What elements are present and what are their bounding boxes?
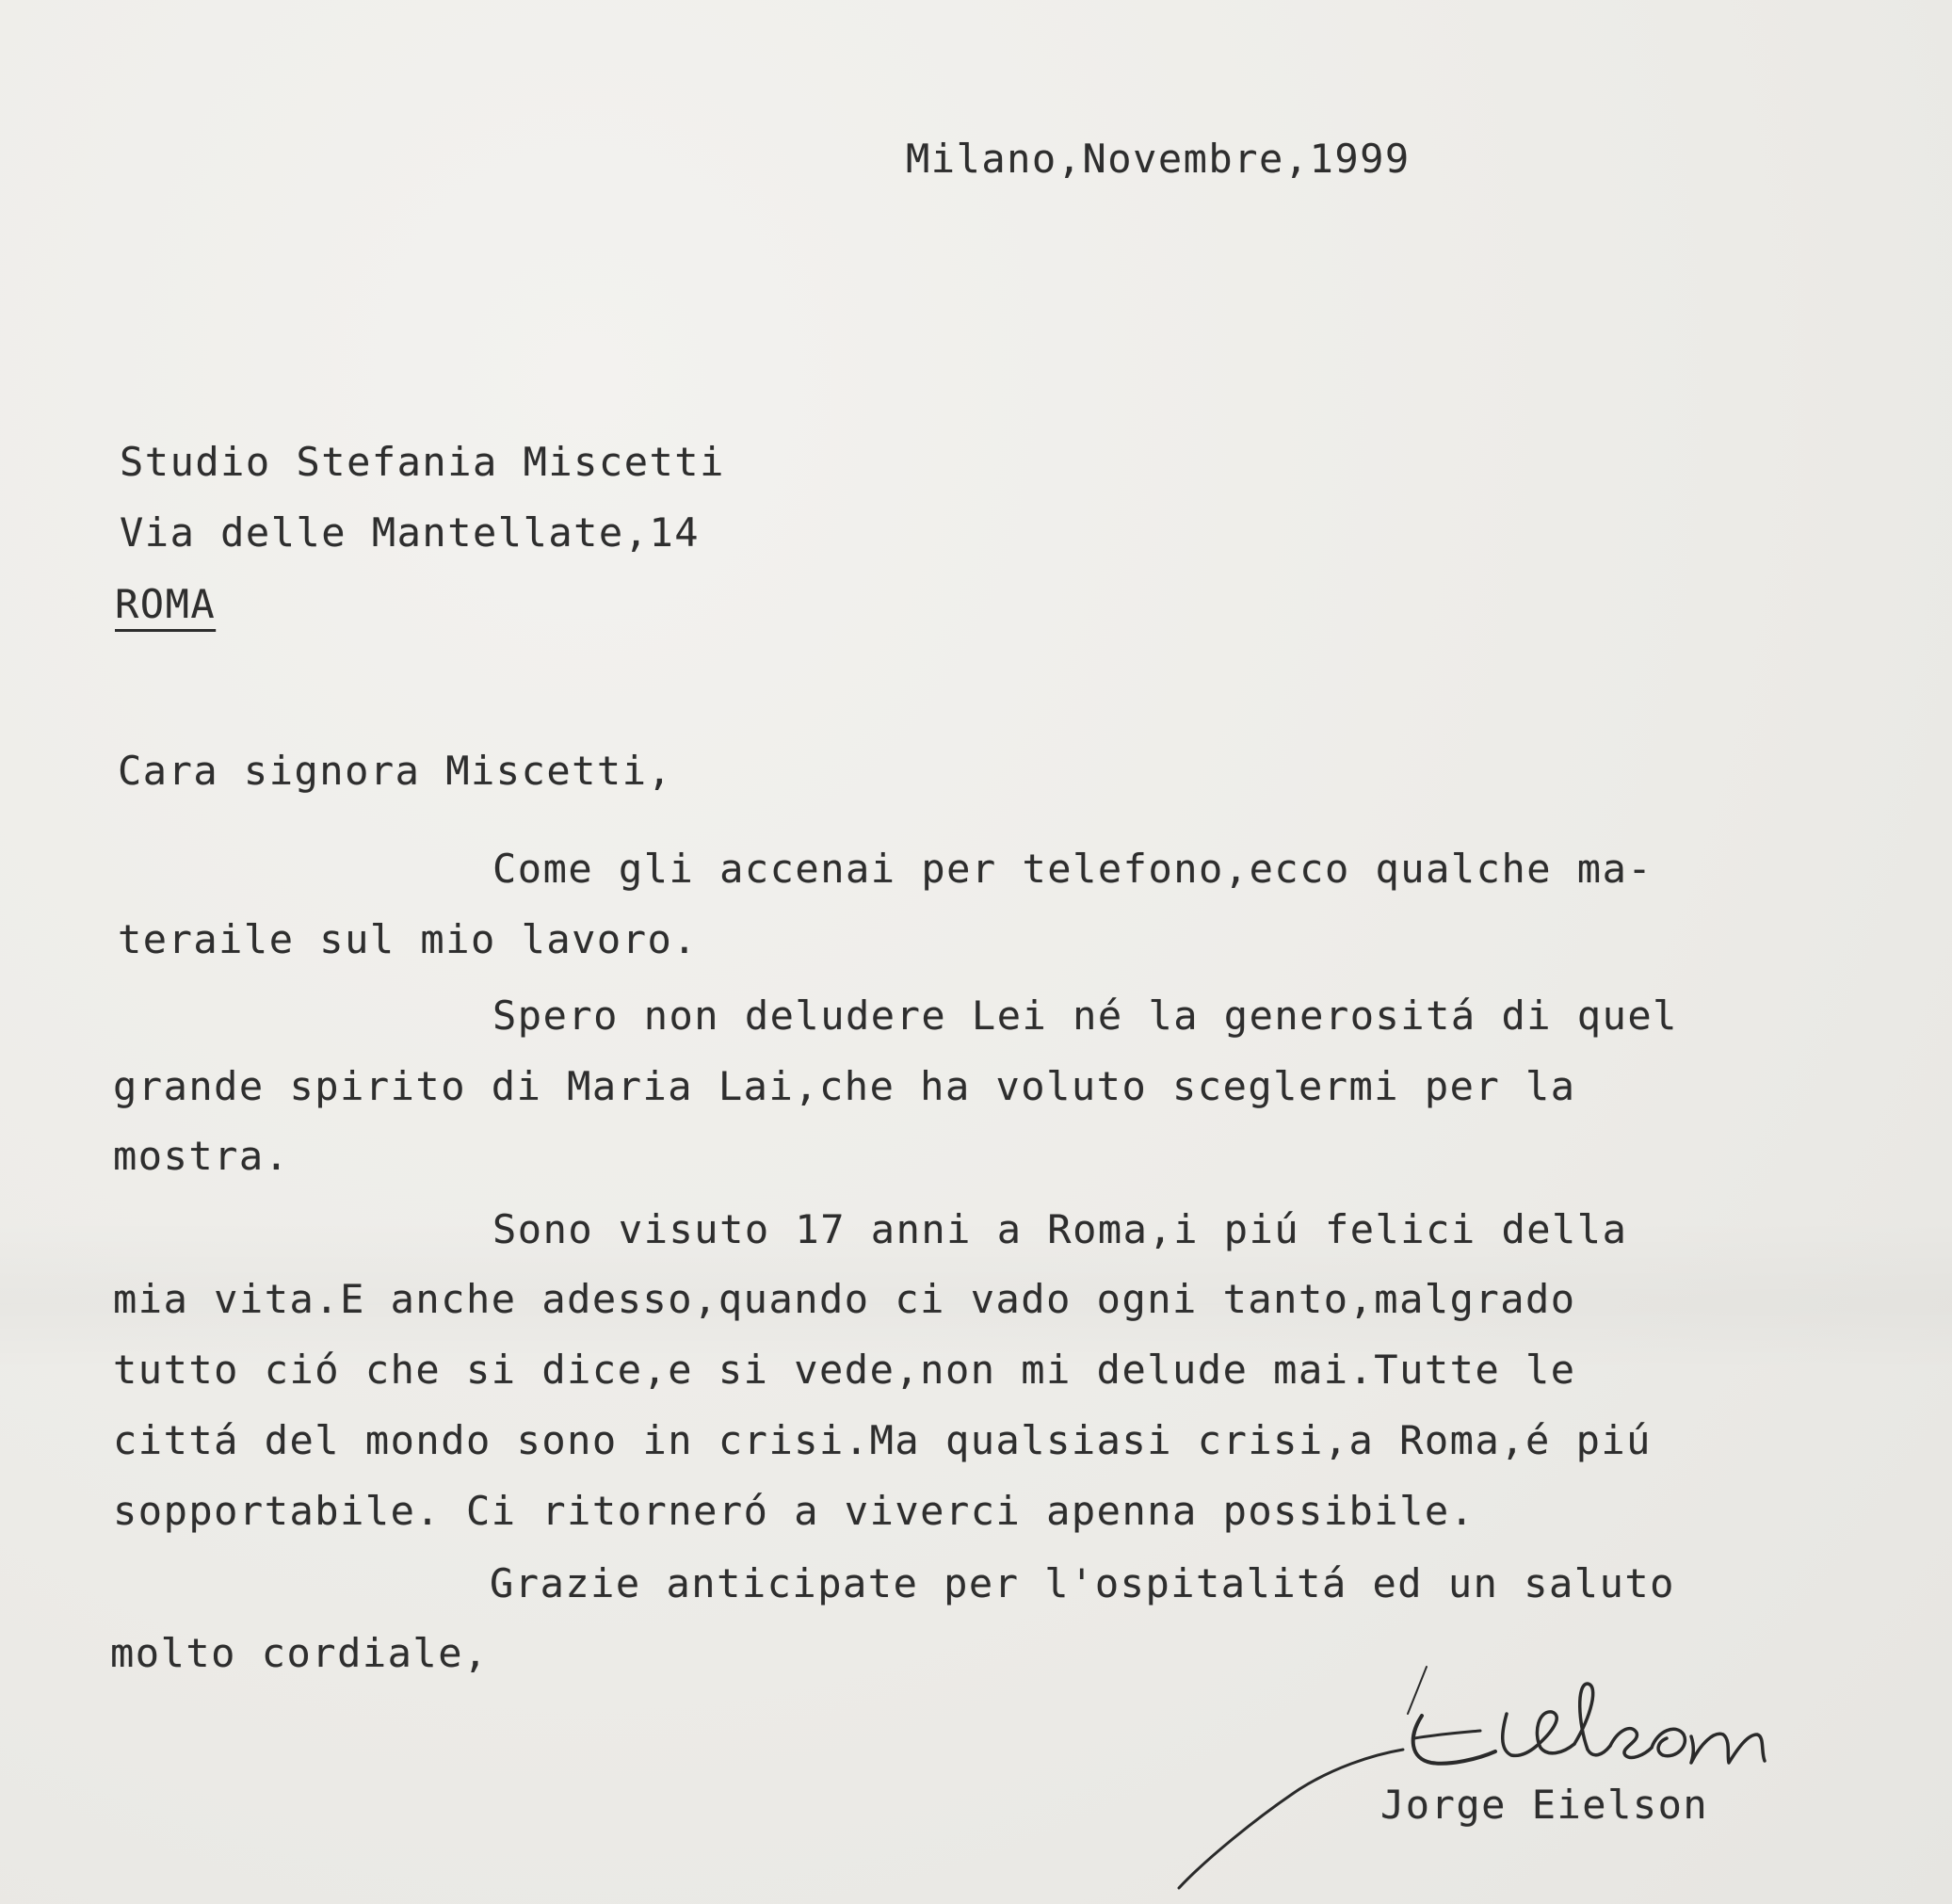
paragraph-1-line-1: Come gli accenai per telefono,ecco qualche ma- xyxy=(492,846,1654,892)
paragraph-2-line-2: grande spirito di Maria Lai,che ha voluto sceglermi per la xyxy=(113,1063,1576,1109)
typed-signature: Jorge Eielson xyxy=(1380,1782,1709,1828)
paragraph-3-line-4: cittá del mondo sono in crisi.Ma qualsiasi crisi,a Roma,é piú xyxy=(113,1417,1652,1463)
recipient-name: Studio Stefania Miscetti xyxy=(120,439,725,485)
paragraph-3-line-3: tutto ció che si dice,e si vede,non mi delude mai.Tutte le xyxy=(113,1347,1576,1393)
handwritten-signature xyxy=(1168,1657,1846,1893)
paragraph-2-line-1: Spero non deludere Lei né la generositá di quel xyxy=(492,992,1678,1039)
recipient-city: ROMA xyxy=(115,581,217,627)
letter-date: Milano,Novembre,1999 xyxy=(906,136,1411,182)
paragraph-3-line-2: mia vita.E anche adesso,quando ci vado ogni tanto,malgrado xyxy=(113,1276,1576,1322)
paragraph-3-line-1: Sono visuto 17 anni a Roma,i piú felici della xyxy=(492,1206,1628,1252)
paragraph-4-line-1: Grazie anticipate per l'ospitalitá ed un saluto xyxy=(490,1560,1675,1606)
salutation: Cara signora Miscetti, xyxy=(118,748,673,794)
paragraph-2-line-3: mostra. xyxy=(113,1133,290,1179)
recipient-street: Via delle Mantellate,14 xyxy=(120,509,701,556)
paragraph-4-line-2: molto cordiale, xyxy=(110,1630,489,1676)
paragraph-1-line-2: teraile sul mio lavoro. xyxy=(118,916,699,962)
paragraph-3-line-5: sopportabile. Ci ritorneró a viverci apenna possibile. xyxy=(113,1488,1476,1534)
